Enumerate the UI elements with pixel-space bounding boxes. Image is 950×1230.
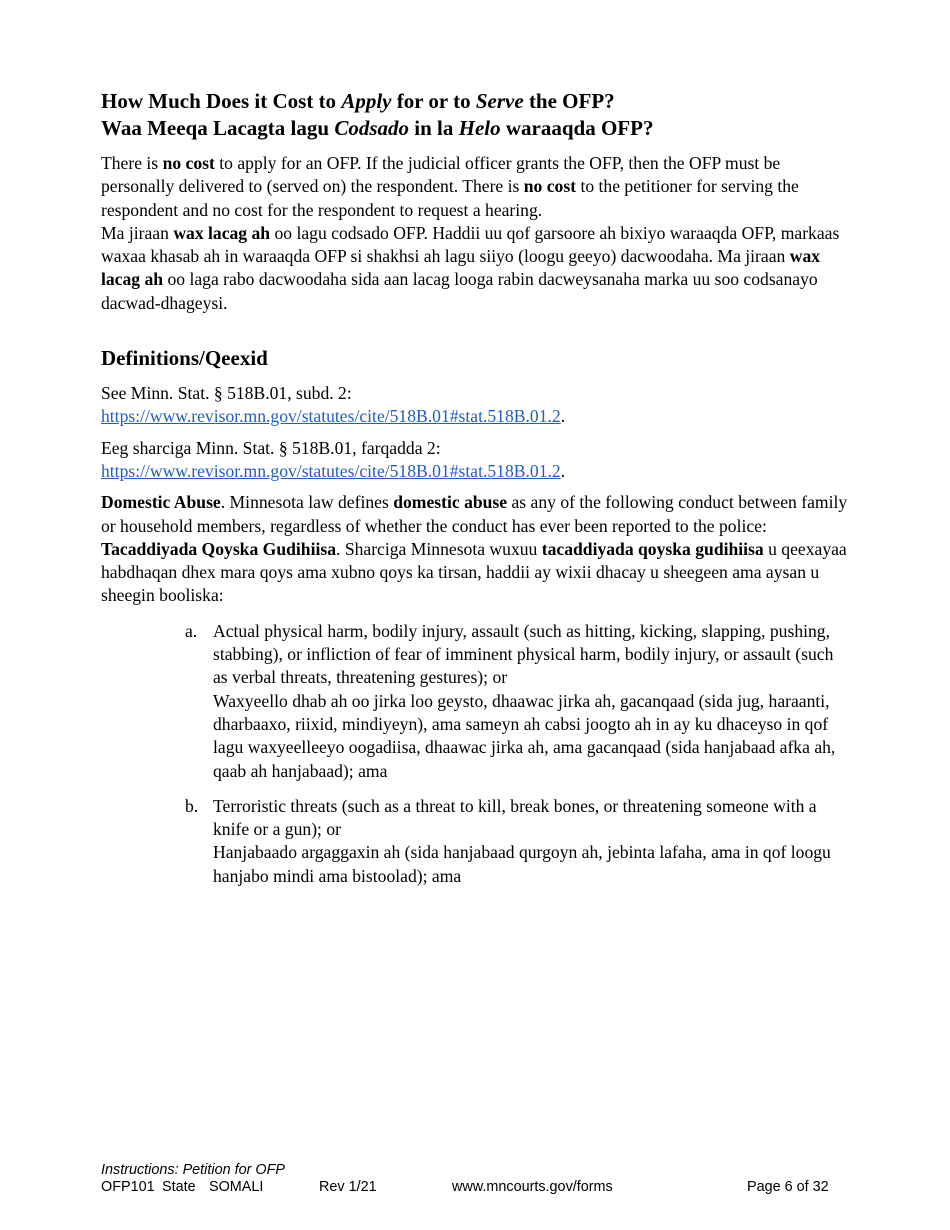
domestic-abuse-definition-somali: Tacaddiyada Qoyska Gudihiisa. Sharciga Minnesota wuxuu tacaddiyada qoyska gudihiisa u qeexayaa habdhaqan dhex mara qoys ama xubno qoys ka tirsan, haddii ay wixii dhacay u sheegeen ama aysan u sheegin booliska:: [101, 538, 847, 606]
footer-revision: Rev 1/21: [319, 1179, 377, 1195]
footer-page-number: Page 6 of 32: [747, 1179, 829, 1195]
cost-paragraph-english: There is no cost to apply for an OFP. If the judicial officer grants the OFP, then the OFP must be personally delivered to (served on) the respondent. There is no cost to the petitioner for serving the respondent and no cost for the respondent to request a hearing.: [101, 153, 799, 220]
statute-reference-english: See Minn. Stat. § 518B.01, subd. 2: https://www.revisor.mn.gov/statutes/cite/518B.01#stat.518B.01.2.: [101, 383, 566, 427]
footer-language: SOMALI: [209, 1179, 264, 1195]
list-item-english: Actual physical harm, bodily injury, assault (such as hitting, kicking, slapping, pushing, stabbing), or infliction of fear of imminent physical harm, bodily injury, or assault (such as verbal threats, threatening gestures); or: [213, 620, 834, 688]
list-item: [185, 620, 851, 783]
definitions-heading: Definitions/Qeexid: [101, 346, 268, 371]
cost-heading-english: How Much Does it Cost to Apply for or to Serve the OFP?: [101, 89, 615, 113]
conduct-list: [185, 620, 851, 888]
page-content: [101, 88, 851, 900]
cost-paragraph-somali: Ma jiraan wax lacag ah oo lagu codsado OFP. Haddii uu qof garsoore ah bixiyo waraaqda OFP, markaas waxaa khasab ah in waraaqda OFP si shakhsi ah lagu siiyo (loogu geeyo) dacwoodaha. Ma jiraan wax lacag ah oo laga rabo dacwoodaha sida aan lacag looga rabin dacweysanaha marka uu soo codsanayo dacwad-dhageysi.: [101, 222, 840, 313]
footer-form-number: OFP101: [101, 1179, 155, 1195]
statute-reference-somali: Eeg sharciga Minn. Stat. § 518B.01, farqadda 2: https://www.revisor.mn.gov/statutes/cite/518B.01#stat.518B.01.2.: [101, 437, 566, 481]
footer-title: Instructions: Petition for OFP: [101, 1162, 285, 1178]
domestic-abuse-definition-english: Domestic Abuse. Minnesota law defines domestic abuse as any of the following conduct between family or household members, regardless of whether the conduct has ever been reported to the police:: [101, 492, 848, 536]
list-item: [185, 795, 851, 888]
page-footer: [101, 1162, 841, 1196]
cost-heading-somali: Waa Meeqa Lacagta lagu Codsado in la Helo waraaqda OFP?: [101, 116, 654, 140]
list-item-somali: Hanjabaado argaggaxin ah (sida hanjabaad qurgoyn ah, jebinta lafaha, ama in qof loogu hanjabo mindi ama bistoolad); ama: [213, 842, 831, 886]
list-item-english: Terroristic threats (such as a threat to kill, break bones, or threatening someone with a knife or a gun); or: [213, 795, 817, 840]
statute-link-english[interactable]: https://www.revisor.mn.gov/statutes/cite/518B.01#stat.518B.01.2: [101, 406, 561, 427]
footer-website: www.mncourts.gov/forms: [452, 1179, 613, 1195]
list-item-somali: Waxyeello dhab ah oo jirka loo geysto, dhaawac jirka ah, gacanqaad (sida jug, haraanti, dharbaaxo, riixid, mindiyeyn), ama sameyn ah cabsi joogto ah in ay ku dhaceyso in qof lagu waxyeelleeyo oogadiisa, dhaawac jirka ah, ama gacanqaad (sida hanjabaad afka ah, qaab ah hanjabaad); ama: [213, 690, 836, 781]
statute-link-somali[interactable]: https://www.revisor.mn.gov/statutes/cite/518B.01#stat.518B.01.2: [101, 460, 561, 481]
footer-state: State: [162, 1179, 196, 1195]
list-marker: b.: [185, 795, 199, 816]
list-marker: a.: [185, 620, 198, 641]
